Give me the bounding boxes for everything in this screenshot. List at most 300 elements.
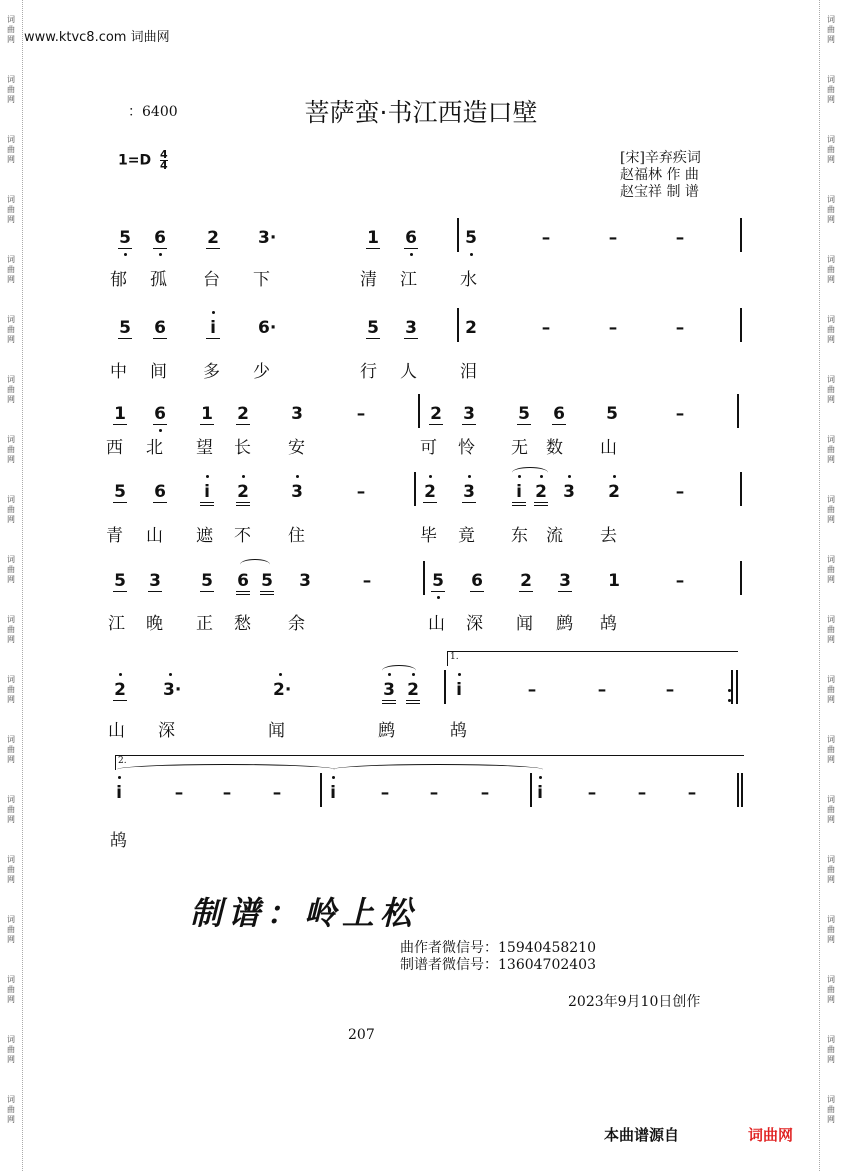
watermark-char: 词 bbox=[827, 1095, 835, 1104]
watermark-char: 网 bbox=[827, 935, 835, 944]
lyric-char: 鸪 bbox=[450, 721, 467, 741]
lyric-char: 山 bbox=[428, 614, 445, 634]
watermark-char: 曲 bbox=[827, 805, 835, 814]
time-sig-bottom: 4 bbox=[159, 159, 168, 172]
bar-line bbox=[740, 218, 742, 252]
watermark-group bbox=[7, 555, 15, 585]
watermark-char: 词 bbox=[827, 315, 835, 324]
volta-bracket: 1. bbox=[447, 651, 738, 666]
watermark-char: 网 bbox=[827, 335, 835, 344]
lyric-char: 长 bbox=[234, 438, 251, 458]
note: 1 bbox=[367, 228, 379, 248]
note: 6 bbox=[405, 228, 417, 248]
lyric-char: 深 bbox=[466, 614, 483, 634]
repeat-dot bbox=[728, 699, 731, 702]
watermark-char: 曲 bbox=[827, 265, 835, 274]
tie-arc bbox=[382, 665, 416, 676]
note: 6 bbox=[154, 404, 166, 424]
lyric-char: 行 bbox=[360, 362, 377, 382]
lyric-char: 正 bbox=[196, 614, 213, 634]
footer-brand[interactable]: 词曲网 bbox=[748, 1126, 794, 1144]
lyric-char: 鹧 bbox=[556, 614, 573, 634]
watermark-char: 曲 bbox=[7, 865, 15, 874]
watermark-char: 网 bbox=[7, 935, 15, 944]
left-margin-line bbox=[22, 0, 23, 1171]
lyric-char: 不 bbox=[234, 526, 251, 546]
lyric-char: 北 bbox=[146, 438, 163, 458]
watermark-char: 词 bbox=[7, 1095, 15, 1104]
note: – bbox=[541, 318, 551, 338]
watermark-char: 词 bbox=[827, 615, 835, 624]
watermark-char: 网 bbox=[827, 635, 835, 644]
note: 6 bbox=[236, 571, 250, 595]
watermark-group bbox=[827, 1095, 835, 1125]
page-title: 菩萨蛮·书江西造口壁 bbox=[304, 98, 538, 127]
note: 3 bbox=[563, 482, 575, 502]
lyric-char: 下 bbox=[253, 270, 270, 290]
watermark-char: 词 bbox=[827, 255, 835, 264]
watermark-char: 曲 bbox=[827, 205, 835, 214]
note: i bbox=[206, 318, 220, 339]
note: – bbox=[429, 783, 439, 803]
note: 2 bbox=[430, 404, 442, 424]
watermark-char: 网 bbox=[7, 875, 15, 884]
watermark-char: 曲 bbox=[7, 625, 15, 634]
note: 3 bbox=[291, 404, 303, 424]
lyric-char: 数 bbox=[546, 438, 563, 458]
watermark-char: 曲 bbox=[827, 85, 835, 94]
lyric-char: 住 bbox=[288, 526, 305, 546]
key-signature bbox=[118, 150, 168, 171]
watermark-group bbox=[7, 495, 15, 525]
tie-arc bbox=[117, 764, 335, 775]
watermark-char: 词 bbox=[827, 75, 835, 84]
note: 2· bbox=[273, 680, 292, 700]
note: i bbox=[112, 783, 126, 803]
note: 6· bbox=[258, 318, 277, 338]
note: – bbox=[541, 228, 551, 248]
watermark-group bbox=[827, 135, 835, 165]
composer-wechat: 曲作者微信号：15940458210 bbox=[400, 940, 596, 956]
watermark-char: 词 bbox=[7, 495, 15, 504]
credit-composer: 赵福林 作 曲 bbox=[620, 167, 699, 183]
watermark-char: 词 bbox=[7, 675, 15, 684]
note: i bbox=[533, 783, 547, 803]
key-label: 1=D bbox=[118, 152, 152, 169]
lyric-char: 台 bbox=[203, 270, 220, 290]
watermark-char: 词 bbox=[7, 75, 15, 84]
watermark-char: 词 bbox=[7, 555, 15, 564]
bar-line bbox=[736, 670, 738, 704]
watermark-char: 网 bbox=[827, 575, 835, 584]
watermark-char: 曲 bbox=[827, 565, 835, 574]
bar-line bbox=[731, 670, 733, 704]
watermark-char: 网 bbox=[7, 335, 15, 344]
watermark-char: 网 bbox=[7, 395, 15, 404]
watermark-group bbox=[7, 915, 15, 945]
note: 3 bbox=[299, 571, 311, 591]
note: – bbox=[356, 482, 366, 502]
song-code: ：6400 bbox=[128, 104, 178, 120]
bar-line bbox=[423, 561, 425, 595]
watermark-char: 曲 bbox=[7, 925, 15, 934]
note: 5 bbox=[432, 571, 444, 591]
watermark-char: 网 bbox=[827, 215, 835, 224]
note: – bbox=[587, 783, 597, 803]
watermark-char: 词 bbox=[827, 675, 835, 684]
watermark-char: 词 bbox=[7, 735, 15, 744]
lyric-char: 毕 bbox=[420, 526, 437, 546]
tie-arc bbox=[240, 559, 270, 570]
right-watermark-strip bbox=[820, 0, 842, 1171]
watermark-group bbox=[7, 975, 15, 1005]
note: 5 bbox=[367, 318, 379, 338]
lyric-char: 东 bbox=[511, 526, 528, 546]
watermark-char: 网 bbox=[827, 35, 835, 44]
note: – bbox=[608, 228, 618, 248]
page-number: 207 bbox=[348, 1027, 375, 1043]
note: – bbox=[675, 404, 685, 424]
left-watermark-strip bbox=[0, 0, 22, 1171]
watermark-char: 词 bbox=[827, 15, 835, 24]
watermark-char: 网 bbox=[827, 755, 835, 764]
note: 2 bbox=[520, 571, 532, 591]
watermark-char: 网 bbox=[827, 815, 835, 824]
watermark-char: 词 bbox=[827, 855, 835, 864]
bar-line bbox=[444, 670, 446, 704]
note: – bbox=[675, 482, 685, 502]
lyric-char: 青 bbox=[106, 526, 123, 546]
watermark-char: 网 bbox=[7, 1055, 15, 1064]
lyric-char: 鸪 bbox=[110, 831, 127, 851]
note: 2 bbox=[237, 404, 249, 424]
note: 5 bbox=[465, 228, 477, 248]
bar-line bbox=[741, 773, 743, 807]
bar-line bbox=[740, 308, 742, 342]
watermark-char: 网 bbox=[827, 515, 835, 524]
note: i bbox=[452, 680, 466, 700]
watermark-char: 曲 bbox=[7, 85, 15, 94]
watermark-group bbox=[827, 195, 835, 225]
bar-line bbox=[320, 773, 322, 807]
watermark-char: 词 bbox=[827, 795, 835, 804]
watermark-group bbox=[7, 375, 15, 405]
watermark-group bbox=[827, 675, 835, 705]
watermark-char: 网 bbox=[827, 275, 835, 284]
watermark-char: 词 bbox=[827, 735, 835, 744]
watermark-char: 曲 bbox=[7, 1045, 15, 1054]
lyric-char: 可 bbox=[420, 438, 437, 458]
watermark-char: 网 bbox=[7, 455, 15, 464]
note: – bbox=[380, 783, 390, 803]
note: 5 bbox=[606, 404, 618, 424]
credit-arranger: 赵宝祥 制 谱 bbox=[620, 184, 699, 200]
footer-source: 本曲谱源自 bbox=[604, 1126, 680, 1144]
time-sig-top: 4 bbox=[159, 148, 168, 161]
watermark-group bbox=[7, 615, 15, 645]
watermark-char: 网 bbox=[827, 1115, 835, 1124]
watermark-group bbox=[827, 795, 835, 825]
note: 3 bbox=[405, 318, 417, 338]
note: 3 bbox=[382, 680, 396, 704]
watermark-char: 曲 bbox=[827, 145, 835, 154]
arranger-wechat: 制谱者微信号：13604702403 bbox=[400, 957, 596, 973]
watermark-char: 词 bbox=[827, 915, 835, 924]
bar-line bbox=[740, 472, 742, 506]
watermark-char: 曲 bbox=[7, 385, 15, 394]
note: – bbox=[665, 680, 675, 700]
note: 6 bbox=[154, 318, 166, 338]
bar-line bbox=[740, 561, 742, 595]
watermark-group bbox=[7, 255, 15, 285]
watermark-group bbox=[827, 435, 835, 465]
note: – bbox=[608, 318, 618, 338]
watermark-char: 词 bbox=[827, 975, 835, 984]
watermark-char: 网 bbox=[7, 95, 15, 104]
note: 3 bbox=[149, 571, 161, 591]
note: 3 bbox=[463, 404, 475, 424]
watermark-char: 曲 bbox=[827, 1045, 835, 1054]
watermark-char: 曲 bbox=[827, 325, 835, 334]
lyric-char: 闻 bbox=[268, 721, 285, 741]
lyric-char: 江 bbox=[108, 614, 125, 634]
lyric-char: 山 bbox=[146, 526, 163, 546]
watermark-group bbox=[827, 915, 835, 945]
watermark-char: 网 bbox=[827, 95, 835, 104]
watermark-char: 词 bbox=[7, 255, 15, 264]
lyric-char: 泪 bbox=[460, 362, 477, 382]
watermark-group bbox=[827, 615, 835, 645]
watermark-char: 词 bbox=[7, 15, 15, 24]
watermark-char: 曲 bbox=[7, 445, 15, 454]
right-margin-line bbox=[819, 0, 820, 1171]
note: – bbox=[597, 680, 607, 700]
lyric-char: 怜 bbox=[458, 438, 475, 458]
watermark-char: 网 bbox=[7, 515, 15, 524]
watermark-char: 网 bbox=[7, 995, 15, 1004]
watermark-group bbox=[7, 315, 15, 345]
note: – bbox=[480, 783, 490, 803]
watermark-group bbox=[827, 15, 835, 45]
watermark-char: 网 bbox=[7, 275, 15, 284]
lyric-char: 望 bbox=[196, 438, 213, 458]
bar-line bbox=[414, 472, 416, 506]
watermark-char: 曲 bbox=[7, 685, 15, 694]
lyric-char: 闻 bbox=[516, 614, 533, 634]
note: 5 bbox=[119, 228, 131, 248]
watermark-char: 网 bbox=[7, 575, 15, 584]
tie-arc bbox=[333, 764, 543, 775]
lyric-char: 孤 bbox=[150, 270, 167, 290]
note: – bbox=[687, 783, 697, 803]
note: 3· bbox=[258, 228, 277, 248]
watermark-group bbox=[7, 1095, 15, 1125]
volta-bracket: 2. bbox=[115, 755, 744, 770]
watermark-char: 网 bbox=[7, 1115, 15, 1124]
watermark-char: 网 bbox=[7, 815, 15, 824]
watermark-char: 曲 bbox=[7, 805, 15, 814]
lyric-char: 去 bbox=[600, 526, 617, 546]
note: 3 bbox=[463, 482, 475, 502]
lyric-char: 流 bbox=[546, 526, 563, 546]
watermark-group bbox=[827, 495, 835, 525]
note: 5 bbox=[201, 571, 213, 591]
watermark-group bbox=[827, 315, 835, 345]
note: 1 bbox=[608, 571, 620, 591]
watermark-char: 词 bbox=[7, 315, 15, 324]
lyric-char: 清 bbox=[360, 270, 377, 290]
watermark-char: 曲 bbox=[827, 505, 835, 514]
lyric-char: 愁 bbox=[234, 614, 251, 634]
note: 2 bbox=[465, 318, 477, 338]
watermark-group bbox=[827, 375, 835, 405]
watermark-group bbox=[7, 795, 15, 825]
note: 1 bbox=[201, 404, 213, 424]
watermark-char: 词 bbox=[827, 375, 835, 384]
watermark-char: 曲 bbox=[827, 445, 835, 454]
lyric-char: 水 bbox=[460, 270, 477, 290]
lyric-char: 人 bbox=[400, 362, 417, 382]
lyric-char: 余 bbox=[288, 614, 305, 634]
watermark-group bbox=[827, 555, 835, 585]
watermark-char: 网 bbox=[827, 995, 835, 1004]
watermark-char: 网 bbox=[827, 695, 835, 704]
note: – bbox=[527, 680, 537, 700]
note: – bbox=[362, 571, 372, 591]
note: – bbox=[222, 783, 232, 803]
watermark-char: 网 bbox=[7, 635, 15, 644]
watermark-char: 曲 bbox=[827, 385, 835, 394]
watermark-char: 网 bbox=[7, 755, 15, 764]
lyric-char: 山 bbox=[600, 438, 617, 458]
bar-line bbox=[418, 394, 420, 428]
watermark-char: 曲 bbox=[7, 325, 15, 334]
watermark-char: 词 bbox=[7, 375, 15, 384]
repeat-dot bbox=[728, 689, 731, 692]
watermark-group bbox=[827, 855, 835, 885]
note: 2 bbox=[114, 680, 126, 700]
watermark-char: 网 bbox=[827, 155, 835, 164]
wechat-info bbox=[400, 940, 596, 974]
bar-line bbox=[457, 308, 459, 342]
watermark-char: 曲 bbox=[7, 505, 15, 514]
lyric-char: 西 bbox=[106, 438, 123, 458]
lyric-char: 江 bbox=[400, 270, 417, 290]
bar-line bbox=[737, 773, 739, 807]
watermark-group bbox=[7, 15, 15, 45]
watermark-group bbox=[827, 255, 835, 285]
watermark-char: 曲 bbox=[7, 265, 15, 274]
note: 6 bbox=[553, 404, 565, 424]
lyric-char: 郁 bbox=[110, 270, 127, 290]
note: 2 bbox=[207, 228, 219, 248]
note: 5 bbox=[518, 404, 530, 424]
lyric-char: 遮 bbox=[196, 526, 213, 546]
note: i bbox=[200, 482, 214, 506]
watermark-char: 词 bbox=[7, 135, 15, 144]
watermark-char: 词 bbox=[7, 915, 15, 924]
note: i bbox=[326, 783, 340, 803]
bar-line bbox=[457, 218, 459, 252]
watermark-char: 网 bbox=[7, 215, 15, 224]
time-signature bbox=[160, 150, 168, 171]
watermark-char: 曲 bbox=[7, 145, 15, 154]
note: – bbox=[356, 404, 366, 424]
watermark-char: 词 bbox=[7, 195, 15, 204]
site-header[interactable]: www.ktvc8.com 词曲网 bbox=[24, 30, 170, 45]
note: 3 bbox=[559, 571, 571, 591]
note: 2 bbox=[236, 482, 250, 506]
watermark-group bbox=[7, 1035, 15, 1065]
watermark-char: 网 bbox=[7, 35, 15, 44]
note: – bbox=[675, 571, 685, 591]
watermark-char: 曲 bbox=[827, 865, 835, 874]
lyric-char: 无 bbox=[511, 438, 528, 458]
watermark-char: 词 bbox=[827, 495, 835, 504]
watermark-group bbox=[827, 735, 835, 765]
watermark-char: 曲 bbox=[827, 985, 835, 994]
watermark-char: 曲 bbox=[827, 1105, 835, 1114]
note: 3· bbox=[163, 680, 182, 700]
note: i bbox=[512, 482, 526, 506]
lyric-char: 少 bbox=[253, 362, 270, 382]
watermark-char: 曲 bbox=[827, 685, 835, 694]
note: 1 bbox=[114, 404, 126, 424]
lyric-char: 间 bbox=[150, 362, 167, 382]
note: 5 bbox=[114, 482, 126, 502]
watermark-group bbox=[7, 435, 15, 465]
watermark-char: 网 bbox=[7, 695, 15, 704]
watermark-group bbox=[7, 675, 15, 705]
note: – bbox=[637, 783, 647, 803]
watermark-char: 曲 bbox=[7, 985, 15, 994]
watermark-char: 词 bbox=[827, 135, 835, 144]
watermark-char: 曲 bbox=[7, 565, 15, 574]
watermark-char: 网 bbox=[7, 155, 15, 164]
watermark-char: 网 bbox=[827, 1055, 835, 1064]
bar-line bbox=[530, 773, 532, 807]
note: 2 bbox=[534, 482, 548, 506]
watermark-char: 网 bbox=[827, 395, 835, 404]
watermark-char: 词 bbox=[827, 555, 835, 564]
note: 2 bbox=[424, 482, 436, 502]
lyric-char: 竟 bbox=[458, 526, 475, 546]
note: 2 bbox=[406, 680, 420, 704]
watermark-group bbox=[7, 855, 15, 885]
lyric-char: 山 bbox=[108, 721, 125, 741]
watermark-group bbox=[7, 135, 15, 165]
watermark-char: 网 bbox=[827, 875, 835, 884]
note: 6 bbox=[471, 571, 483, 591]
watermark-char: 词 bbox=[7, 795, 15, 804]
lyric-char: 多 bbox=[203, 362, 220, 382]
bar-line bbox=[737, 394, 739, 428]
watermark-char: 词 bbox=[827, 1035, 835, 1044]
watermark-char: 词 bbox=[827, 435, 835, 444]
watermark-char: 词 bbox=[827, 195, 835, 204]
watermark-char: 网 bbox=[827, 455, 835, 464]
watermark-group bbox=[7, 195, 15, 225]
watermark-char: 曲 bbox=[827, 625, 835, 634]
maker-signature: 制谱：岭上松 bbox=[190, 894, 419, 932]
note: 3 bbox=[291, 482, 303, 502]
watermark-char: 曲 bbox=[7, 25, 15, 34]
note: 5 bbox=[114, 571, 126, 591]
note: 5 bbox=[119, 318, 131, 338]
note: – bbox=[174, 783, 184, 803]
watermark-char: 词 bbox=[7, 1035, 15, 1044]
note: 6 bbox=[154, 228, 166, 248]
